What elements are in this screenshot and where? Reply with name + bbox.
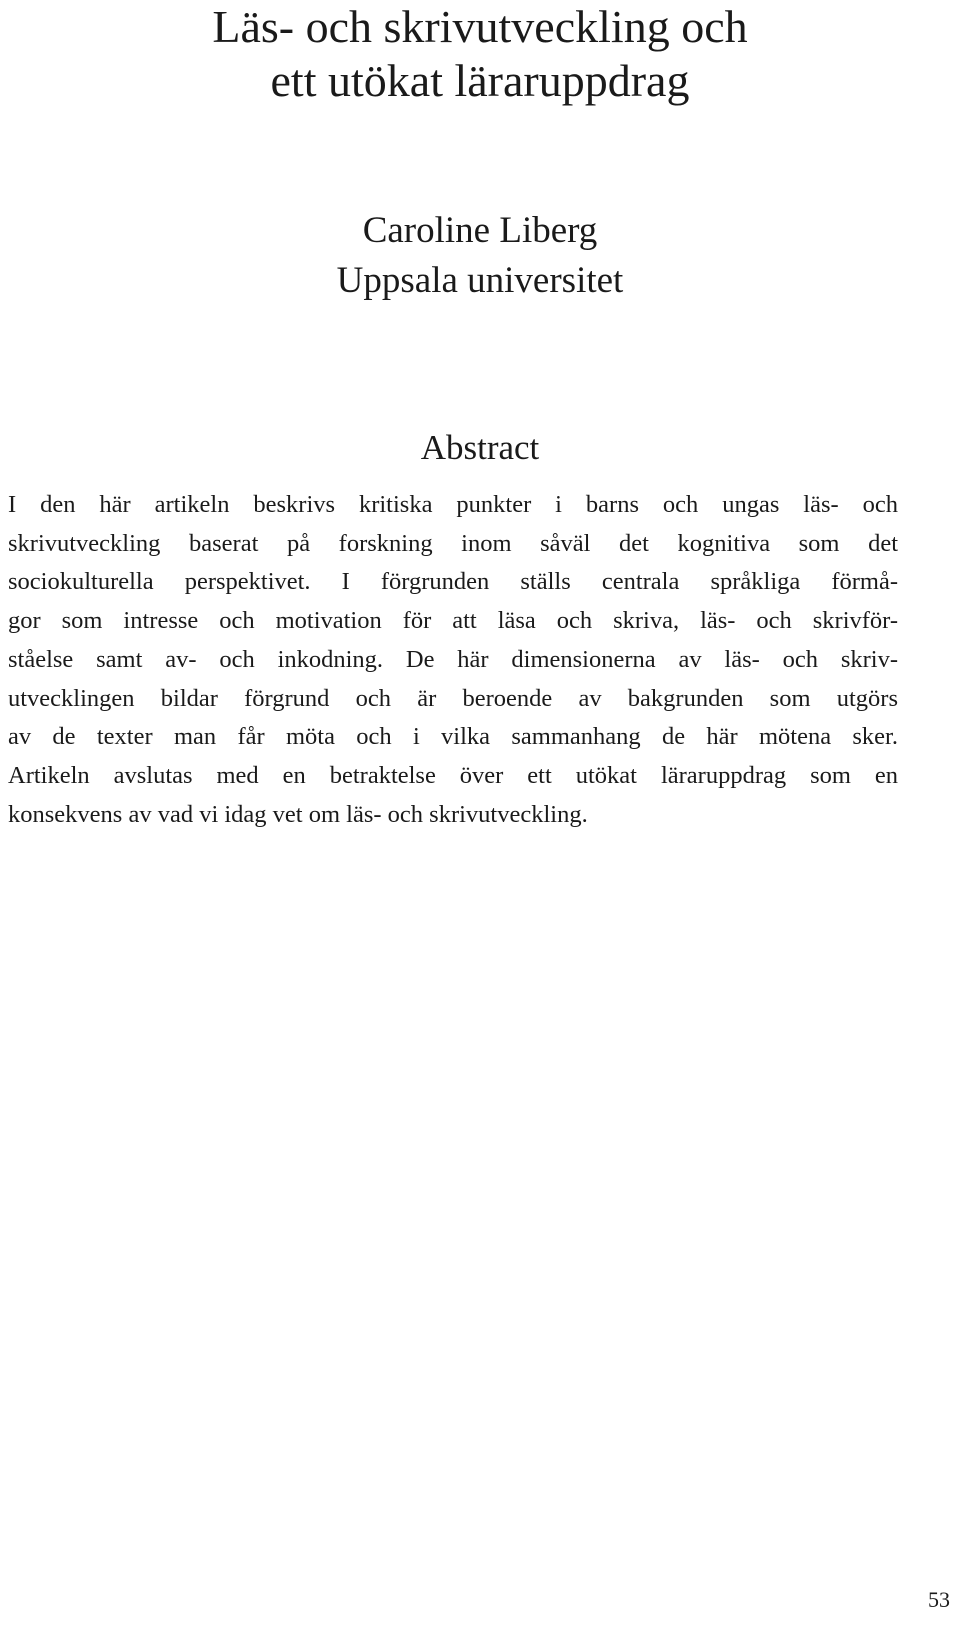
title-line-1: Läs- och skrivutveckling och: [212, 1, 748, 52]
abstract-line: I den här artikeln beskrivs kritiska punkter i barns och ungas läs- och: [8, 491, 898, 518]
abstract-body: [8, 486, 898, 834]
abstract-line: konsekvens av vad vi idag vet om läs- och skrivutveckling.: [8, 800, 588, 828]
abstract-line: utvecklingen bildar förgrund och är beroende av bakgrunden som utgörs: [8, 684, 898, 712]
author-affiliation: Uppsala universitet: [336, 260, 624, 301]
abstract-line: av de texter man får möta och i vilka sammanhang de här mötena sker.: [8, 723, 898, 751]
abstract-line: Artikeln avslutas med en betraktelse över ett utökat läraruppdrag som en: [8, 761, 898, 789]
page-number: 53: [928, 1587, 950, 1612]
author-info: [0, 206, 960, 306]
abstract-line: gor som intresse och motivation för att läsa och skriva, läs- och skrivför-: [8, 607, 898, 635]
abstract-heading: Abstract: [420, 428, 540, 467]
article-title: [0, 0, 960, 108]
abstract-line: skrivutveckling baserat på forskning inom såväl det kognitiva som det: [8, 529, 898, 557]
author-name: Caroline Liberg: [362, 210, 598, 251]
abstract-line: ståelse samt av- och inkodning. De här dimensionerna av läs- och skriv-: [8, 645, 898, 673]
title-line-2: ett utökat läraruppdrag: [270, 55, 690, 106]
abstract-line: sociokulturella perspektivet. I förgrunden ställs centrala språkliga förmå-: [8, 568, 898, 596]
